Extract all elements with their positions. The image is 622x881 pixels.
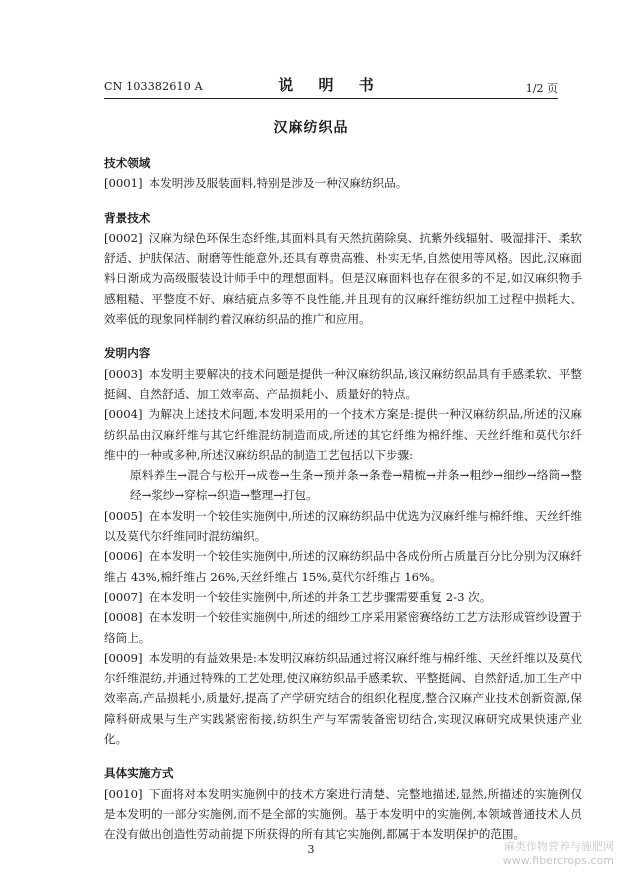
paragraph-number: [0007]	[104, 589, 143, 604]
process-steps: 原料养生→混合与松开→成卷→生条→预并条→条卷→精梳→并条→粗纱→细纱→络筒→整经→浆纱→穿棕→织造→整理→打包。	[130, 468, 582, 503]
document-body	[104, 153, 582, 845]
paragraph-text: 为解决上述技术问题,本发明采用的一个技术方案是:提供一种汉麻纺织品,所述的汉麻纺织品由汉麻纤维与其它纤维混纺制造而成,所述的其它纤维为棉纤维、天丝纤维和莫代尔纤维中的一种或多种,所述汉麻纺织品的制造工艺包括以下步骤:	[104, 407, 582, 462]
section-heading-technical-field: 技术领域	[104, 156, 151, 170]
paragraph-0008	[104, 607, 582, 648]
section-heading-summary: 发明内容	[104, 346, 151, 361]
watermark-line2: www.fibercrops.com	[502, 854, 614, 867]
paragraph-number: [0008]	[104, 610, 143, 625]
paragraph-text: 本发明主要解决的技术问题是提供一种汉麻纺织品,该汉麻纺织品具有手感柔软、平整挺阔、自然舒适、加工效率高、产品损耗小、质量好的特点。	[104, 366, 582, 401]
paragraph-number: [0006]	[104, 549, 143, 564]
page-header	[104, 74, 558, 98]
paragraph-number: [0002]	[104, 230, 143, 245]
paragraph-0002	[104, 228, 582, 329]
paragraph-0009	[104, 648, 582, 749]
paragraph-0001	[104, 173, 582, 193]
document-title: 汉麻纺织品	[273, 120, 349, 136]
page-number: 3	[307, 843, 315, 856]
paragraph-text: 本发明的有益效果是:本发明汉麻纺织品通过将汉麻纤维与棉纤维、天丝纤维以及莫代尔纤维混纺,并通过特殊的工艺处理,使汉麻纺织品手感柔软、平整挺阔、自然舒适,加工生产中效率高,产品损耗小,质量好,提高了产学研究结合的组织化程度,整合汉麻产业技术创新资源,保障科研成果与生产实践紧密衔接,纺织生产与军需装备密切结合,实现汉麻研究成果快速产业化。	[104, 650, 582, 747]
paragraph-text: 汉麻为绿色环保生态纤维,其面料具有天然抗菌除臭、抗紫外线辐射、吸湿排汗、柔软舒适、护肤保洁、耐磨等性能意外,还具有尊贵高雅、朴实无华,自然使用等风格。因此,汉麻面料日渐成为高级服装设计师手中的理想面料。但是汉麻面料也存在很多的不足,如汉麻织物手感粗糙、平整度不好、麻结疵点多等不良性能,并且现有的汉麻纤维纺织加工过程中损耗大、效率低的现象同样制约着汉麻纺织品的推广和应用。	[104, 230, 582, 327]
paragraph-number: [0001]	[104, 176, 143, 191]
paragraph-number: [0010]	[104, 786, 143, 801]
header-divider	[104, 98, 558, 99]
paragraph-number: [0009]	[104, 650, 143, 665]
section-heading-background: 背景技术	[104, 210, 151, 225]
watermark-line1: 麻类作物营养与施肥网	[504, 840, 614, 853]
paragraph-0010	[104, 784, 582, 845]
paragraph-text: 本发明涉及服装面料,特别是涉及一种汉麻纺织品。	[148, 176, 408, 191]
document-type: 说 明 书	[278, 76, 384, 94]
publication-number: CN 103382610 A	[104, 80, 203, 93]
paragraph-0004	[104, 404, 582, 465]
watermark	[464, 840, 614, 868]
paragraph-0005	[104, 506, 582, 547]
paragraph-text: 下面将对本发明实施例中的技术方案进行清楚、完整地描述,显然,所描述的实施例仅是本发明的一部分实施例,而不是全部的实施例。基于本发明中的实施例,本领域普通技术人员在没有做出创造性劳动前提下所获得的所有其它实施例,都属于本发明保护的范围。	[104, 786, 582, 842]
paragraph-text: 在本发明一个较佳实施例中,所述的并条工艺步骤需要重复 2-3 次。	[148, 589, 492, 604]
paragraph-number: [0003]	[104, 366, 143, 381]
paragraph-text: 在本发明一个较佳实施例中,所述的汉麻纺织品中各成份所占质量百分比分别为汉麻纤维占 43%,棉纤维占 26%,天丝纤维占 15%,莫代尔纤维占 16%。	[104, 549, 582, 584]
paragraph-text: 在本发明一个较佳实施例中,所述的细纱工序采用紧密赛络纺工艺方法形成管纱设置于络筒上。	[104, 610, 582, 645]
section-heading-embodiments: 具体实施方式	[104, 766, 174, 781]
paragraph-0006	[104, 546, 582, 587]
paragraph-number: [0004]	[104, 407, 143, 422]
page-info: 1/2 页	[525, 82, 558, 95]
paragraph-number: [0005]	[104, 508, 143, 523]
paragraph-0007	[104, 587, 582, 607]
paragraph-0003	[104, 364, 582, 405]
paragraph-text: 在本发明一个较佳实施例中,所述的汉麻纺织品中优选为汉麻纤维与棉纤维、天丝纤维以及莫代尔纤维同时混纺编织。	[104, 508, 582, 544]
